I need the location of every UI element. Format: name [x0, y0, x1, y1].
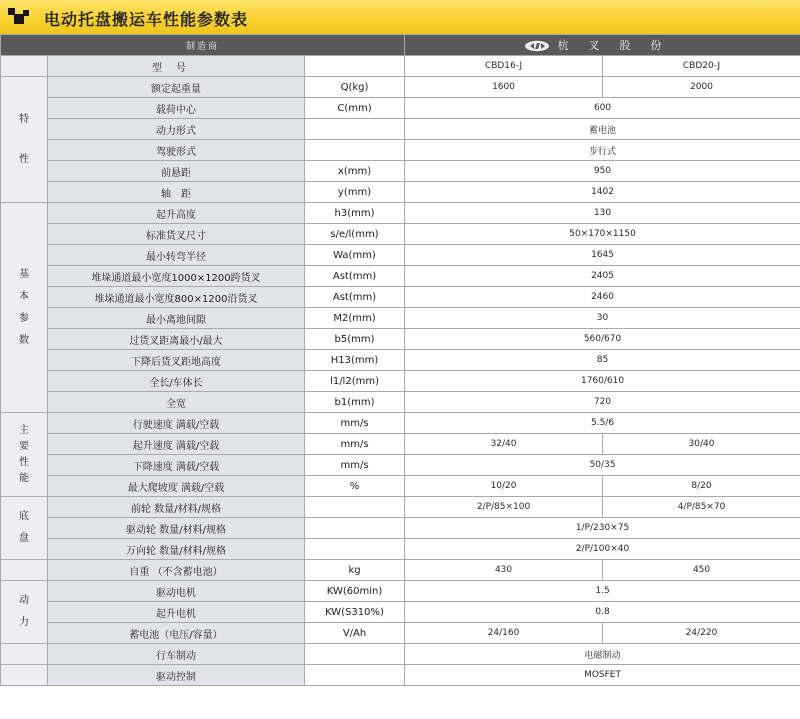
- param-label: 全长/车体长: [48, 371, 305, 392]
- category-basic: [1, 203, 48, 413]
- param-label: 标准货叉尺寸: [48, 224, 305, 245]
- param-label: 驱动轮 数量/材料/规格: [48, 518, 305, 539]
- maker-header: 制造商: [1, 35, 405, 56]
- value-cell: 30: [405, 308, 800, 329]
- unit-cell: H13(mm): [305, 350, 405, 371]
- table-row: [1, 203, 800, 224]
- category-chassis: [1, 497, 48, 560]
- table-row: [1, 371, 800, 392]
- unit-cell: kg: [305, 560, 405, 581]
- unit-cell: Ast(mm): [305, 266, 405, 287]
- param-label: 过货叉距离最小/最大: [48, 329, 305, 350]
- unit-cell: V/Ah: [305, 623, 405, 644]
- value-cell: 30/40: [603, 434, 800, 455]
- value-cell: 50/35: [405, 455, 800, 476]
- unit-cell: Ast(mm): [305, 287, 405, 308]
- param-label: 下降速度 满载/空载: [48, 455, 305, 476]
- value-cell: 1760/610: [405, 371, 800, 392]
- param-label: 动力形式: [48, 119, 305, 140]
- category-char: 特: [19, 113, 29, 125]
- spec-table: [0, 34, 800, 686]
- company-header: [405, 35, 800, 56]
- value-cell: 2405: [405, 266, 800, 287]
- param-label: 行车制动: [48, 644, 305, 665]
- table-row: [1, 539, 800, 560]
- unit-cell: %: [305, 476, 405, 497]
- table-row-model: [1, 56, 800, 77]
- value-cell: 450: [603, 560, 800, 581]
- unit-cell: Q(kg): [305, 77, 405, 98]
- value-cell: 24/220: [603, 623, 800, 644]
- value-cell: 720: [405, 392, 800, 413]
- table-row: [1, 665, 800, 686]
- value-cell: 430: [405, 560, 603, 581]
- value-cell: 5.5/6: [405, 413, 800, 434]
- category-char: 参: [19, 312, 29, 324]
- category-char: 盘: [19, 533, 29, 544]
- table-row: [1, 623, 800, 644]
- param-label: 驱动电机: [48, 581, 305, 602]
- category-spacer: [1, 131, 47, 149]
- unit-cell: [305, 539, 405, 560]
- value-cell: 50×170×1150: [405, 224, 800, 245]
- value-cell: 10/20: [405, 476, 603, 497]
- table-row: [1, 98, 800, 119]
- value-cell: 2/P/100×40: [405, 539, 800, 560]
- value-cell: 950: [405, 161, 800, 182]
- unit-cell: mm/s: [305, 413, 405, 434]
- value-cell: 600: [405, 98, 800, 119]
- value-cell: 560/670: [405, 329, 800, 350]
- page-title: 电动托盘搬运车性能参数表: [44, 10, 249, 29]
- param-label: 堆垛通道最小宽度1000×1200跨货叉: [48, 266, 305, 287]
- table-row: [1, 434, 800, 455]
- category-cell-empty: [1, 56, 48, 77]
- value-cell: 130: [405, 203, 800, 224]
- unit-cell: mm/s: [305, 434, 405, 455]
- table-row: [1, 392, 800, 413]
- table-row: [1, 350, 800, 371]
- param-label: 前悬距: [48, 161, 305, 182]
- unit-cell: [305, 518, 405, 539]
- unit-cell: [305, 119, 405, 140]
- category-char: 要: [19, 440, 29, 452]
- table-row: [1, 581, 800, 602]
- param-label: 万向轮 数量/材料/规格: [48, 539, 305, 560]
- unit-cell: [305, 56, 405, 77]
- category-char: 底: [19, 511, 29, 522]
- table-row: [1, 644, 800, 665]
- value-cell: 4/P/85×70: [603, 497, 800, 518]
- param-label: 起升高度: [48, 203, 305, 224]
- unit-cell: [305, 644, 405, 665]
- param-label: 最小转弯半径: [48, 245, 305, 266]
- model-cell: CBD16-J: [405, 56, 603, 77]
- param-label: 全宽: [48, 392, 305, 413]
- table-row: [1, 224, 800, 245]
- value-cell: 24/160: [405, 623, 603, 644]
- param-label: 最大爬坡度 满载/空载: [48, 476, 305, 497]
- unit-cell: KW(S310%): [305, 602, 405, 623]
- table-row: [1, 287, 800, 308]
- unit-cell: [305, 497, 405, 518]
- value-cell: 32/40: [405, 434, 603, 455]
- table-row: [1, 119, 800, 140]
- unit-cell: Wa(mm): [305, 245, 405, 266]
- category-char: 动: [19, 595, 29, 606]
- logo-squares-icon: [8, 8, 30, 28]
- value-cell: 1645: [405, 245, 800, 266]
- table-row: [1, 140, 800, 161]
- category-char: 数: [19, 334, 29, 346]
- value-cell: MOSFET: [405, 665, 800, 686]
- header-row: [1, 35, 800, 56]
- table-row: [1, 497, 800, 518]
- category-cell-empty: [1, 560, 48, 581]
- category-power: [1, 581, 48, 644]
- table-row: [1, 476, 800, 497]
- unit-cell: C(mm): [305, 98, 405, 119]
- category-performance: [1, 413, 48, 497]
- table-row: [1, 266, 800, 287]
- param-label: 行驶速度 满载/空载: [48, 413, 305, 434]
- value-cell: 1.5: [405, 581, 800, 602]
- param-label: 下降后货叉距地高度: [48, 350, 305, 371]
- company-logo-icon: [524, 40, 550, 52]
- unit-cell: h3(mm): [305, 203, 405, 224]
- value-cell: 1600: [405, 77, 603, 98]
- value-cell: 0.8: [405, 602, 800, 623]
- category-char: 性: [19, 456, 29, 468]
- table-row: [1, 308, 800, 329]
- param-label: 最小离地间隙: [48, 308, 305, 329]
- table-row: [1, 413, 800, 434]
- value-cell: 电磁制动: [405, 644, 800, 665]
- unit-cell: b1(mm): [305, 392, 405, 413]
- category-char: 力: [19, 617, 29, 628]
- value-cell: 步行式: [405, 140, 800, 161]
- table-row: [1, 161, 800, 182]
- category-char: 本: [19, 290, 29, 302]
- category-features: [1, 77, 48, 203]
- table-row: [1, 245, 800, 266]
- category-cell-empty: [1, 665, 48, 686]
- unit-cell: mm/s: [305, 455, 405, 476]
- value-cell: 蓄电池: [405, 119, 800, 140]
- unit-cell: b5(mm): [305, 329, 405, 350]
- value-cell: 85: [405, 350, 800, 371]
- param-label: 载荷中心: [48, 98, 305, 119]
- unit-cell: M2(mm): [305, 308, 405, 329]
- param-label: 型号: [48, 56, 305, 77]
- unit-cell: y(mm): [305, 182, 405, 203]
- category-char: 能: [19, 472, 29, 484]
- value-cell: 2/P/85×100: [405, 497, 603, 518]
- param-label: 自重 （不含蓄电池）: [48, 560, 305, 581]
- category-char: 主: [19, 424, 29, 436]
- table-row: [1, 518, 800, 539]
- value-cell: 1/P/230×75: [405, 518, 800, 539]
- unit-cell: l1/l2(mm): [305, 371, 405, 392]
- param-label: 前轮 数量/材料/规格: [48, 497, 305, 518]
- param-label: 额定起重量: [48, 77, 305, 98]
- unit-cell: [305, 665, 405, 686]
- category-cell-empty: [1, 644, 48, 665]
- unit-cell: x(mm): [305, 161, 405, 182]
- category-char: 基: [19, 268, 29, 280]
- table-row: [1, 602, 800, 623]
- value-cell: 2000: [603, 77, 800, 98]
- param-label: 驱动控制: [48, 665, 305, 686]
- company-name: 杭叉股份: [557, 39, 682, 52]
- param-label: 堆垛通道最小宽度800×1200沿货叉: [48, 287, 305, 308]
- title-bar: [0, 0, 800, 34]
- model-cell: CBD20-J: [603, 56, 800, 77]
- param-label: 起升电机: [48, 602, 305, 623]
- unit-cell: [305, 140, 405, 161]
- param-label: 驾驶形式: [48, 140, 305, 161]
- table-row: [1, 560, 800, 581]
- unit-cell: KW(60min): [305, 581, 405, 602]
- value-cell: 1402: [405, 182, 800, 203]
- value-cell: 2460: [405, 287, 800, 308]
- value-cell: 8/20: [603, 476, 800, 497]
- table-row: [1, 77, 800, 98]
- unit-cell: s/e/l(mm): [305, 224, 405, 245]
- table-row: [1, 329, 800, 350]
- category-char: 性: [19, 153, 29, 165]
- table-row: [1, 455, 800, 476]
- param-label: 蓄电池（电压/容量）: [48, 623, 305, 644]
- param-label: 起升速度 满载/空载: [48, 434, 305, 455]
- param-label: 轴 距: [48, 182, 305, 203]
- table-row: [1, 182, 800, 203]
